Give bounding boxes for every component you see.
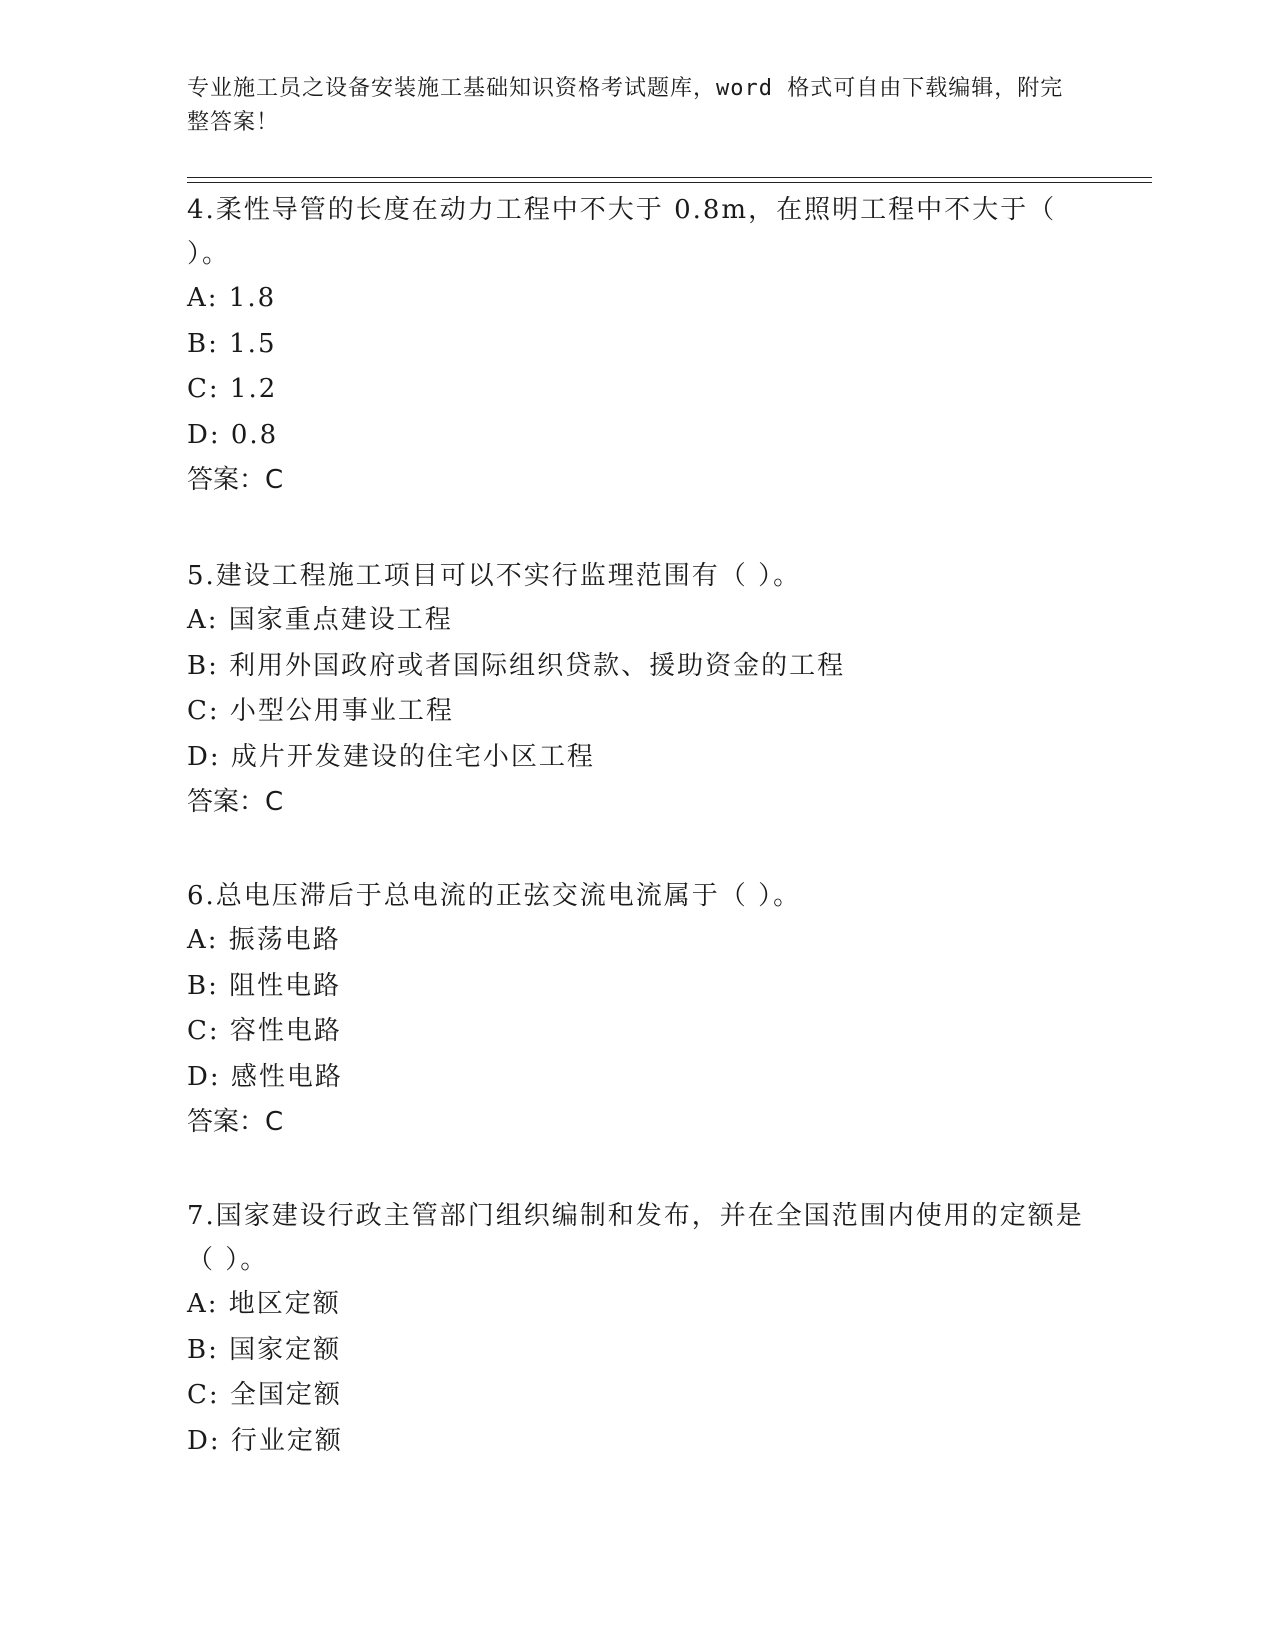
question-4 bbox=[187, 188, 1087, 503]
option-c: C: 容性电路 bbox=[187, 1016, 342, 1046]
option-a: A: 地区定额 bbox=[187, 1289, 341, 1319]
question-stem: 6.总电压滞后于总电流的正弦交流电流属于（ ）。 bbox=[187, 881, 802, 911]
question-7 bbox=[187, 1194, 1087, 1464]
question-stem: 4.柔性导管的长度在动力工程中不大于 0.8m，在照明工程中不大于（ ）。 bbox=[187, 195, 1057, 269]
option-a: A: 振荡电路 bbox=[187, 925, 341, 955]
option-b: B: 利用外国政府或者国际组织贷款、援助资金的工程 bbox=[187, 650, 846, 681]
answer: 答案：C bbox=[187, 465, 284, 495]
question-stem: 5.建设工程施工项目可以不实行监理范围有（ ）。 bbox=[187, 561, 802, 591]
question-stem: 7.国家建设行政主管部门组织编制和发布，并在全国范围内使用的定额是（ ）。 bbox=[187, 1201, 1084, 1275]
header-divider-bottom bbox=[187, 182, 1152, 183]
option-d: D: 0.8 bbox=[187, 419, 279, 450]
option-c: C: 全国定额 bbox=[187, 1380, 342, 1410]
option-d: D: 感性电路 bbox=[187, 1061, 343, 1092]
option-d: D: 成片开发建设的住宅小区工程 bbox=[187, 741, 595, 772]
option-b: B: 阻性电路 bbox=[187, 970, 342, 1001]
option-a: A: 国家重点建设工程 bbox=[187, 605, 453, 635]
option-a: A: 1.8 bbox=[187, 283, 277, 313]
option-b: B: 国家定额 bbox=[187, 1334, 342, 1365]
question-6 bbox=[187, 874, 1087, 1145]
option-c: C: 1.2 bbox=[187, 374, 278, 404]
document-intro: 专业施工员之设备安装施工基础知识资格考试题库，word 格式可自由下载编辑，附完整答案！ bbox=[187, 76, 1064, 135]
option-b: B: 1.5 bbox=[187, 328, 277, 359]
answer: 答案：C bbox=[187, 1107, 284, 1137]
question-5 bbox=[187, 554, 1087, 825]
option-c: C: 小型公用事业工程 bbox=[187, 696, 454, 726]
answer: 答案：C bbox=[187, 787, 284, 817]
option-d: D: 行业定额 bbox=[187, 1425, 343, 1456]
header-divider-top bbox=[187, 177, 1152, 178]
